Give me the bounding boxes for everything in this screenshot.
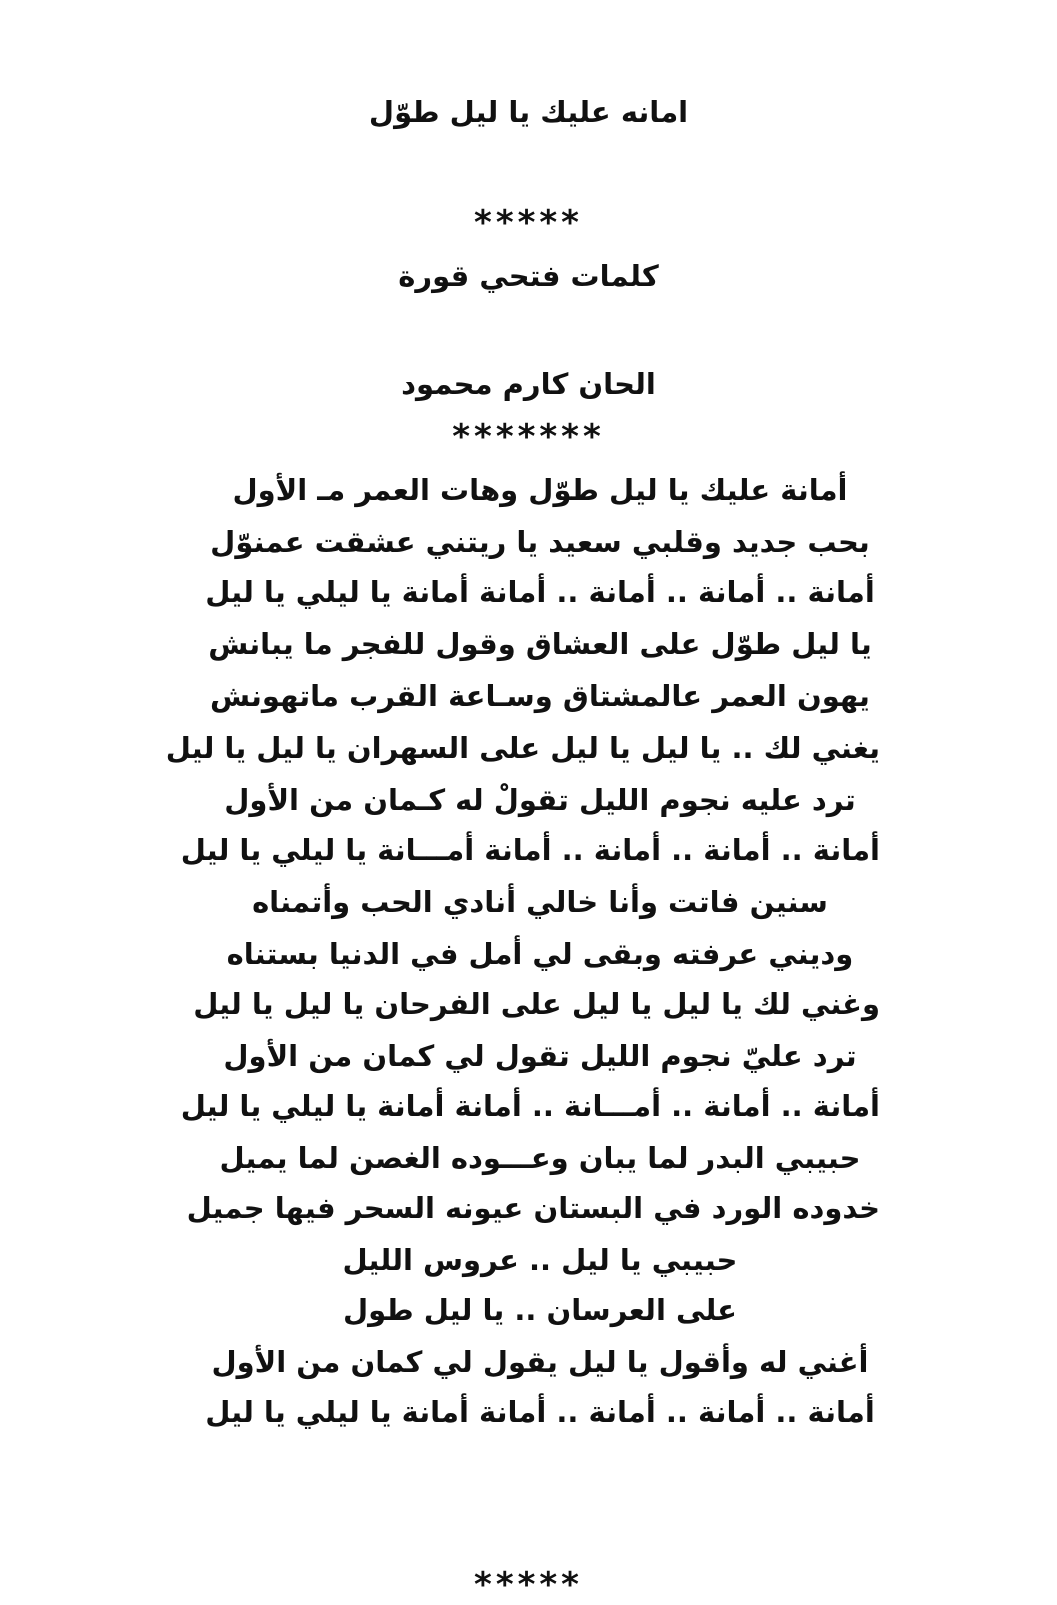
verse-line: أمانة .. أمانة .. أمانة .. أمانة أمانة يا ليلي يا ليل <box>205 1395 875 1429</box>
verse-line: خدوده الورد في البستان عيونه السحر فيها جميل <box>186 1191 880 1225</box>
separator-top: ***** <box>474 203 583 243</box>
composer-credit: الحان كارم محمود <box>401 367 656 401</box>
verse-line: أغني له وأقول يا ليل يقول لي كمان من الأول <box>211 1345 869 1379</box>
separator-bottom: ***** <box>474 1565 583 1605</box>
verse-line: أمانة .. أمانة .. أمـــانة .. أمانة أمانة يا ليلي يا ليل <box>180 1089 880 1123</box>
verse-line: يغني لك .. يا ليل يا ليل على السهران يا ليل يا ليل <box>165 731 880 765</box>
verse-line: يهون العمر عالمشتاق وسـاعة القرب ماتهونش <box>210 679 870 713</box>
verse-line: أمانة .. أمانة .. أمانة .. أمانة أمانة يا ليلي يا ليل <box>205 575 875 609</box>
verse-line: سنين فاتت وأنا خالي أنادي الحب وأتمناه <box>252 885 828 919</box>
separator-mid: ******* <box>452 417 605 457</box>
verse-line: ترد عليه نجوم الليل تقولْ له كـمان من الأول <box>224 783 856 817</box>
verse-line: وديني عرفته وبقى لي أمل في الدنيا بستناه <box>226 937 854 971</box>
verse-line: ترد عليّ نجوم الليل تقول لي كمان من الأول <box>223 1039 857 1073</box>
verse-line: حبيبي يا ليل .. عروس الليل <box>342 1243 738 1277</box>
verse-line: على العرسان .. يا ليل طول <box>343 1293 737 1327</box>
verse-line: بحب جديد وقلبي سعيد يا ريتني عشقت عمنوّل <box>210 525 870 559</box>
verse-line: وغني لك يا ليل يا ليل على الفرحان يا ليل يا ليل <box>193 987 880 1021</box>
song-title: امانه عليك يا ليل طوّل <box>368 95 689 129</box>
verse-line: أمانة عليك يا ليل طوّل وهات العمر مـ الأول <box>232 473 848 507</box>
verse-line: حبيبي البدر لما يبان وعـــوده الغصن لما يميل <box>219 1141 861 1175</box>
lyrics-credit: كلمات فتحي قورة <box>398 259 659 293</box>
verse-line: يا ليل طوّل على العشاق وقول للفجر ما يبانش <box>208 627 872 661</box>
verse-line: أمانة .. أمانة .. أمانة .. أمانة أمـــانة يا ليلي يا ليل <box>180 833 880 867</box>
